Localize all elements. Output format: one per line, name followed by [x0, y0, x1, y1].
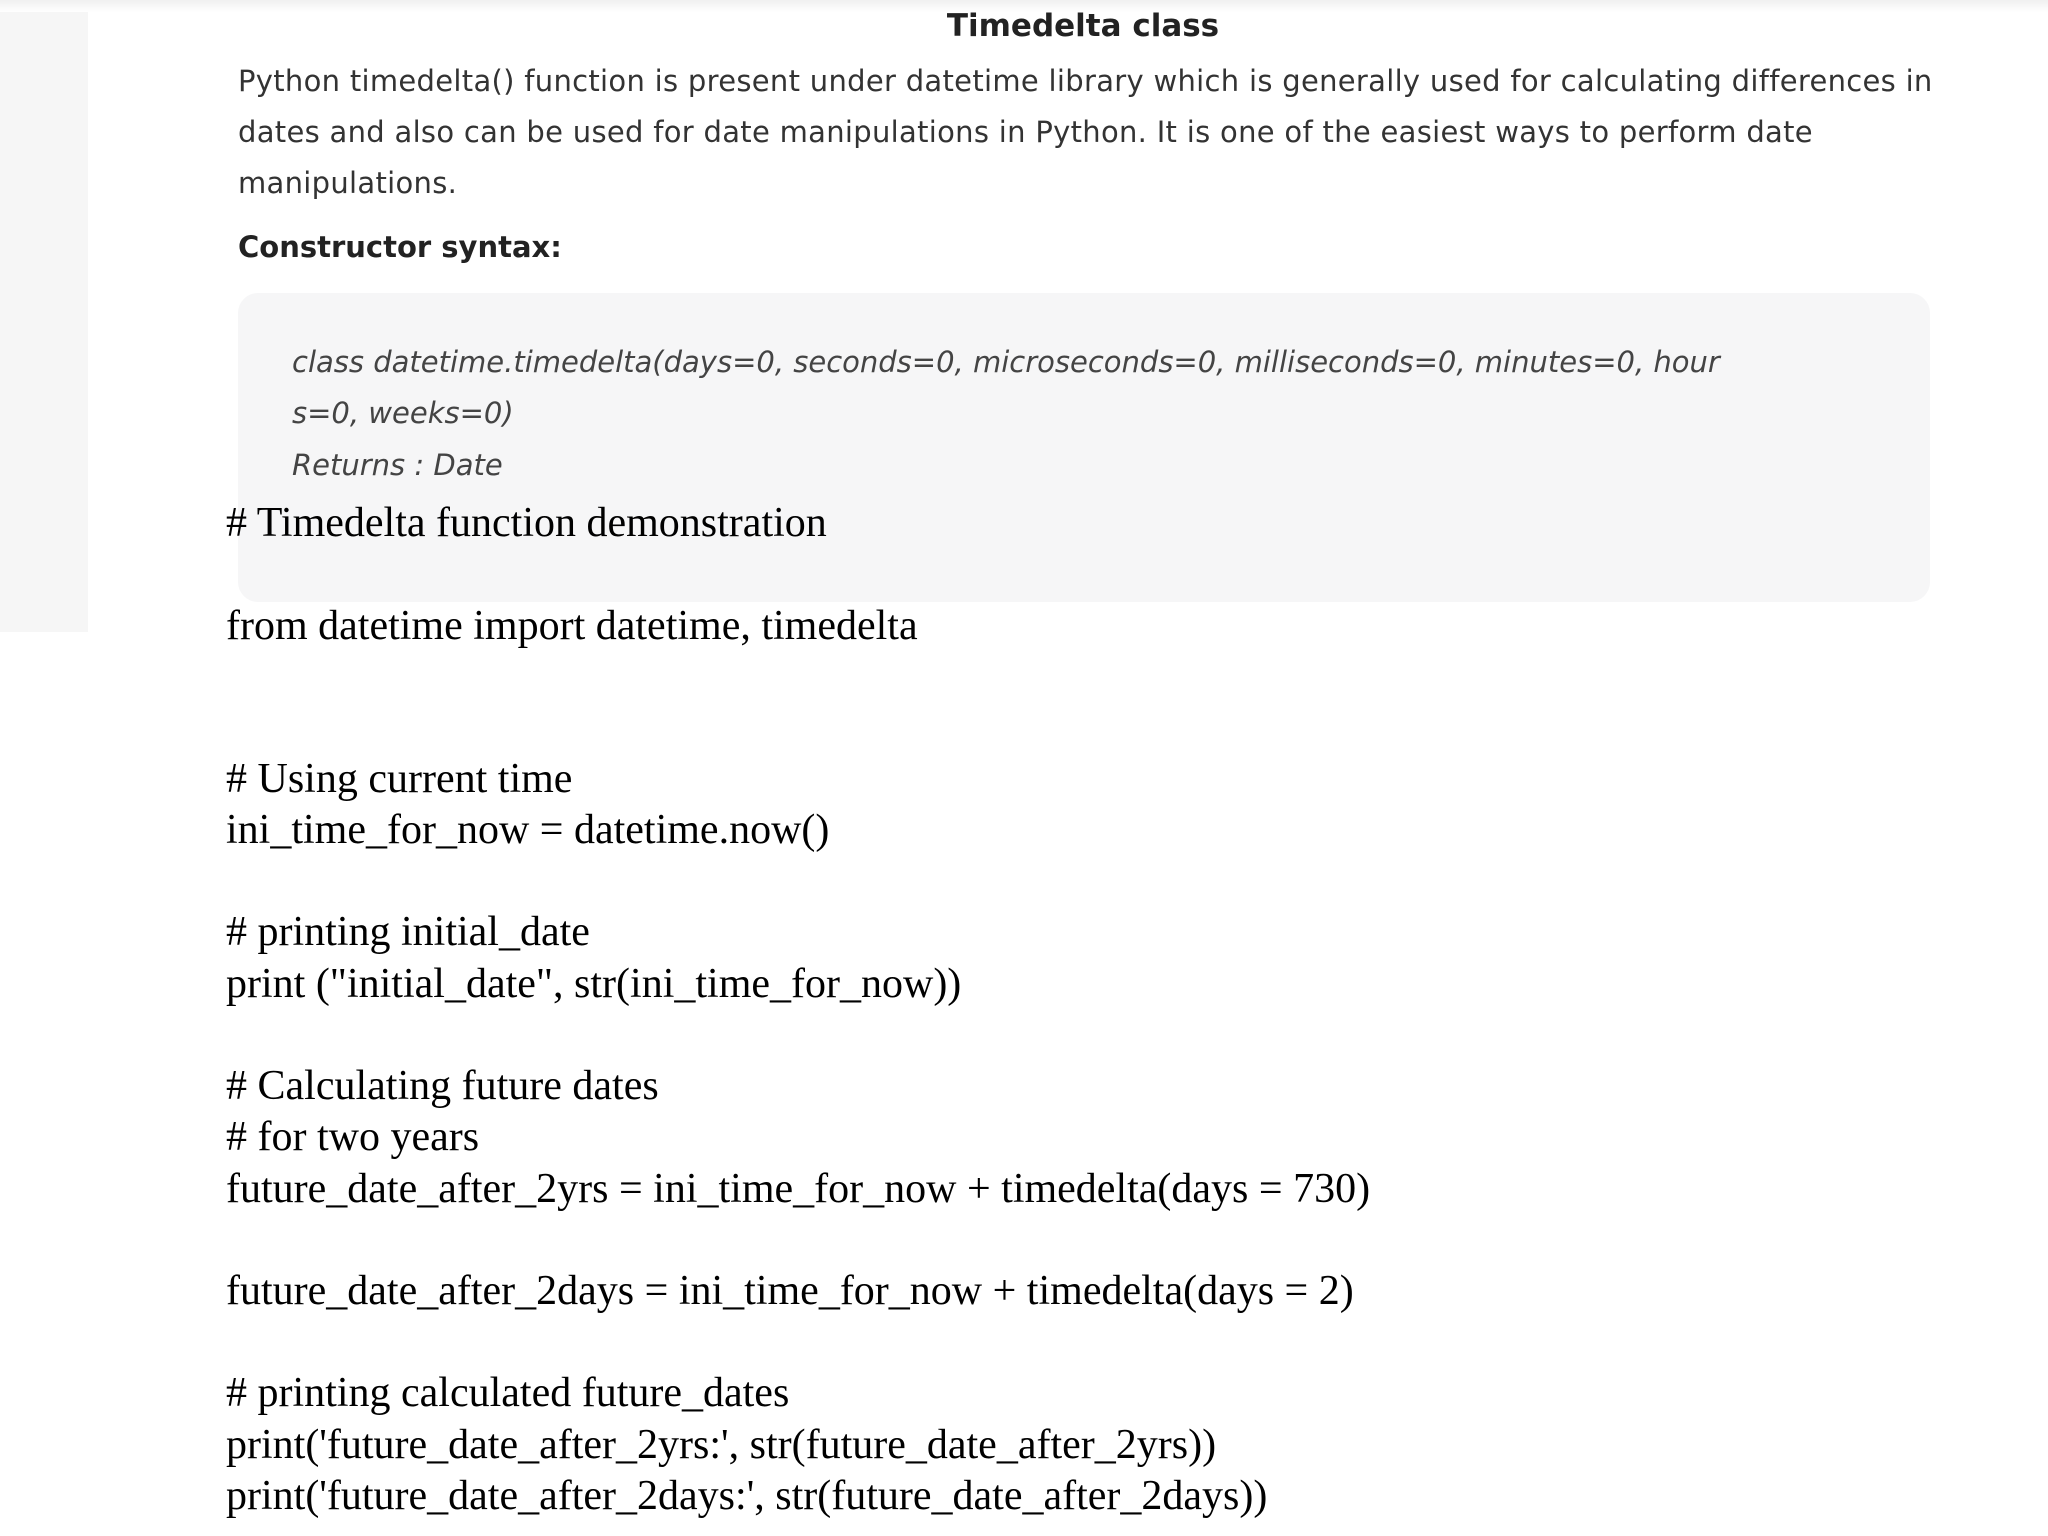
left-sidebar — [0, 12, 88, 632]
page-title: Timedelta class — [946, 8, 1220, 44]
syntax-returns: Returns : Date — [292, 448, 503, 482]
description-paragraph: Python timedelta() function is present under datetime library which is generally used for calculating differences in dates and also can be used for date manipulations in Python. It is one of the easiest ways to perform date manipulations. — [238, 64, 1933, 200]
code-line: # Calculating future dates — [226, 1063, 659, 1109]
code-line: future_date_after_2days = ini_time_for_now + timedelta(days = 2) — [226, 1268, 1354, 1314]
code-line: from datetime import datetime, timedelta — [226, 603, 918, 649]
code-line: ini_time_for_now = datetime.now() — [226, 807, 830, 853]
constructor-heading: Constructor syntax: — [238, 230, 562, 264]
code-line: # Using current time — [226, 756, 573, 802]
code-line: future_date_after_2yrs = ini_time_for_now + timedelta(days = 730) — [226, 1166, 1371, 1212]
code-line: # printing calculated future_dates — [226, 1370, 790, 1416]
code-line: print('future_date_after_2days:', str(future_date_after_2days)) — [226, 1473, 1268, 1519]
code-line: # Timedelta function demonstration — [226, 500, 827, 546]
syntax-line-2: s=0, weeks=0) — [292, 396, 514, 430]
code-line: print ("initial_date", str(ini_time_for_now)) — [226, 961, 962, 1007]
code-line: print('future_date_after_2yrs:', str(future_date_after_2yrs)) — [226, 1422, 1217, 1468]
code-line: # printing initial_date — [226, 909, 590, 955]
code-line: # for two years — [226, 1114, 480, 1160]
syntax-line-1: class datetime.timedelta(days=0, seconds=0, microseconds=0, milliseconds=0, minutes=0, hour — [292, 345, 1720, 379]
